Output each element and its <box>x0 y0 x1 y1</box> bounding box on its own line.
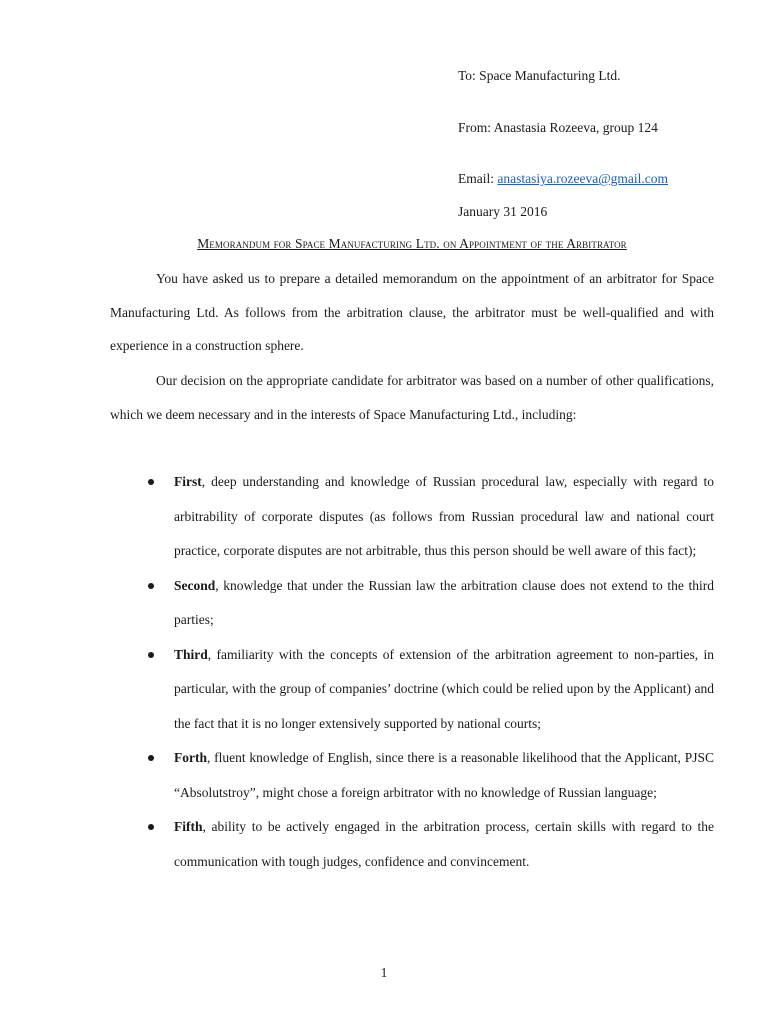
memo-email-line <box>458 171 668 187</box>
bullet-icon <box>148 583 154 589</box>
email-label: Email: <box>458 171 498 186</box>
list-item <box>110 741 714 810</box>
bullet-icon <box>148 824 154 830</box>
intro-paragraph: You have asked us to prepare a detailed memorandum on the appointment of an arbitrator for Space Manufacturing Ltd. As follows from the arbitration clause, the arbitrator must be well-qualified and with experience in a construction sphere. <box>110 271 714 353</box>
bullet-icon <box>148 755 154 761</box>
qualifications-list <box>110 465 714 879</box>
bullet-icon <box>148 479 154 485</box>
list-item <box>110 810 714 879</box>
bullet-text: , knowledge that under the Russian law the arbitration clause does not extend to the third parties; <box>174 577 714 627</box>
email-link[interactable]: anastasiya.rozeeva@gmail.com <box>497 171 668 186</box>
bullet-text: , deep understanding and knowledge of Russian procedural law, especially with regard to arbitrability of corporate disputes (as follows from Russian procedural law and national court practice, corporate disputes are not arbitrable, thus this person should be well aware of this fact); <box>174 474 714 558</box>
bullet-lead: Third <box>174 646 208 662</box>
bullet-icon <box>148 652 154 658</box>
bullet-lead: Fifth <box>174 819 203 834</box>
bullet-text: , ability to be actively engaged in the arbitration process, certain skills with regard to the communication with tough judges, confidence and convincement. <box>174 819 714 869</box>
memo-title: Memorandum for Space Manufacturing Ltd. on Appointment of the Arbitrator <box>197 236 627 251</box>
bullet-text: , fluent knowledge of English, since there is a reasonable likelihood that the Applicant, PJSC “Absolutstroy”, might chose a foreign arbitrator with no knowledge of Russian language; <box>174 750 714 800</box>
memo-to-line: To: Space Manufacturing Ltd. <box>458 68 621 83</box>
bullet-lead: First <box>174 474 202 489</box>
bullet-lead: Second <box>174 577 216 593</box>
list-item <box>110 638 714 742</box>
memo-from-line: From: Anastasia Rozeeva, group 124 <box>458 120 658 135</box>
memo-date: January 31 2016 <box>458 204 548 219</box>
qualifications-paragraph: Our decision on the appropriate candidate for arbitrator was based on a number of other qualifications, which we deem necessary and in the interests of Space Manufacturing Ltd., including: <box>110 373 714 422</box>
page-number: 1 <box>380 965 388 980</box>
list-item <box>110 465 714 569</box>
bullet-lead: Forth <box>174 750 207 765</box>
list-item <box>110 569 714 638</box>
bullet-text: , familiarity with the concepts of extension of the arbitration agreement to non-parties, in particular, with the group of companies’ doctrine (which could be relied upon by the Applicant) and the fact that it is no longer extensively supported by national courts; <box>174 646 714 731</box>
